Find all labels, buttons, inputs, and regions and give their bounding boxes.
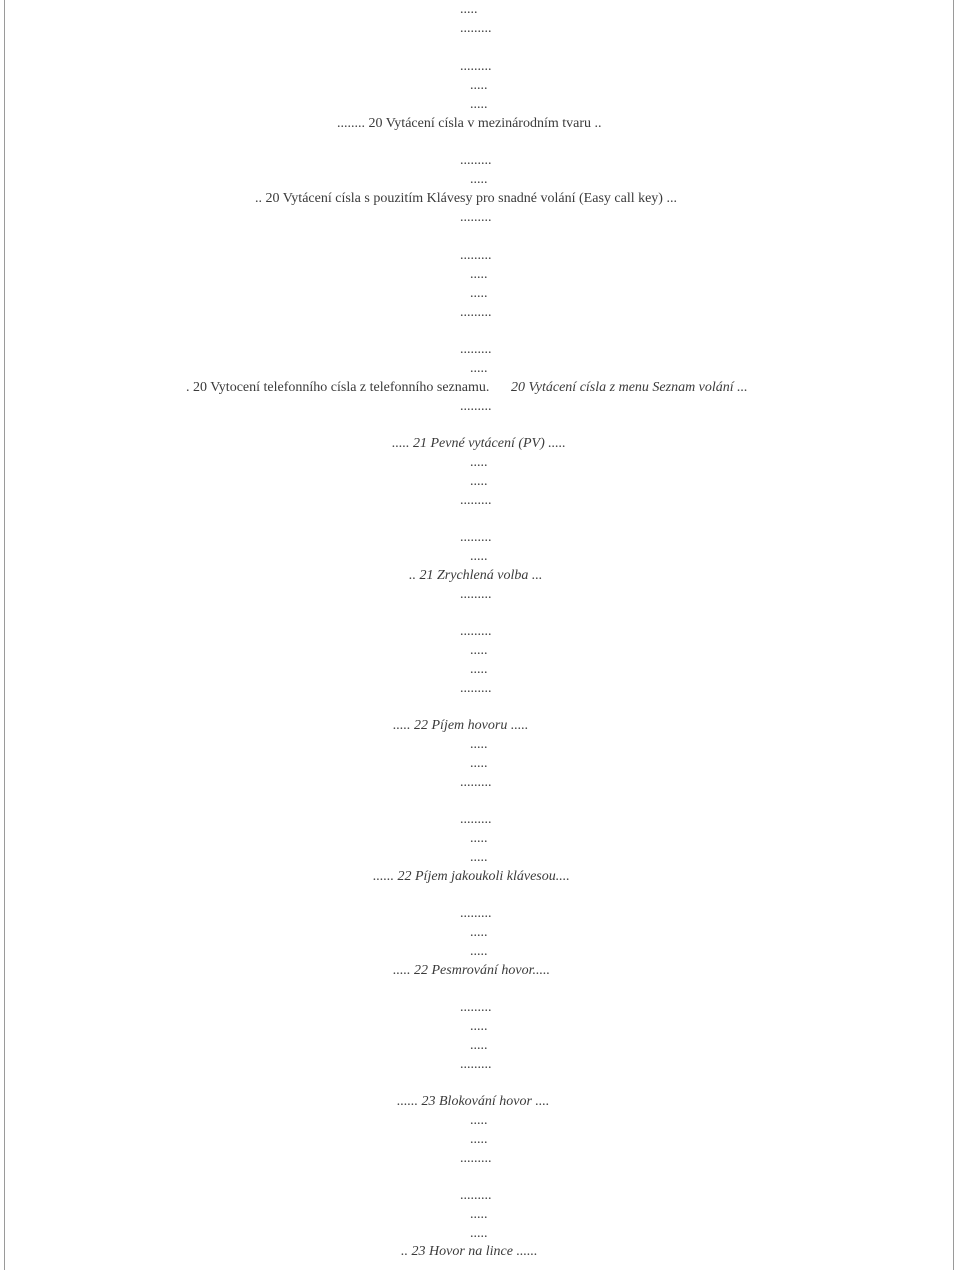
dot-leader: ......... <box>460 342 492 357</box>
toc-entry: ..... 22 Píjem hovoru ..... <box>393 718 529 733</box>
dot-leader: ..... <box>470 1207 488 1222</box>
dot-leader: ......... <box>460 153 492 168</box>
dot-leader: ..... <box>470 549 488 564</box>
toc-entry: .. 23 Hovor na lince ...... <box>401 1244 538 1259</box>
dot-leader: ..... <box>470 737 488 752</box>
dot-leader: ..... <box>470 1019 488 1034</box>
dot-leader: ..... <box>470 1038 488 1053</box>
dot-leader: ..... <box>470 172 488 187</box>
dot-leader: ..... <box>470 455 488 470</box>
toc-entry: ..... 22 Pesmrování hovor..... <box>393 963 550 978</box>
dot-leader: ......... <box>460 59 492 74</box>
toc-entry: .. 21 Zrychlená volba ... <box>409 568 543 583</box>
dot-leader: ......... <box>460 399 492 414</box>
dot-leader: ..... <box>470 1132 488 1147</box>
dot-leader: ..... <box>470 925 488 940</box>
dot-leader: ..... <box>470 286 488 301</box>
dot-leader: ......... <box>460 1000 492 1015</box>
dot-leader: ......... <box>460 1151 492 1166</box>
dot-leader: ......... <box>460 530 492 545</box>
dot-leader: ..... <box>470 1113 488 1128</box>
dot-leader: ..... <box>470 267 488 282</box>
dot-leader: ......... <box>460 812 492 827</box>
dot-leader: ......... <box>460 305 492 320</box>
dot-leader: ......... <box>460 210 492 225</box>
dot-leader: ..... <box>470 643 488 658</box>
dot-leader: ..... <box>470 662 488 677</box>
dot-leader: ..... <box>470 78 488 93</box>
dot-leader: ......... <box>460 906 492 921</box>
dot-leader: ......... <box>460 1057 492 1072</box>
dot-leader: ..... <box>470 1226 488 1241</box>
dot-leader: ......... <box>460 493 492 508</box>
toc-entry: 20 Vytácení císla z menu Seznam volání ... <box>511 380 748 395</box>
dot-leader: ......... <box>460 21 492 36</box>
dot-leader: ......... <box>460 681 492 696</box>
dot-leader: ......... <box>460 624 492 639</box>
toc-entry: ........ 20 Vytácení císla v mezinárodním tvaru .. <box>337 116 602 131</box>
dot-leader: ......... <box>460 775 492 790</box>
dot-leader: ..... <box>470 944 488 959</box>
dot-leader: ......... <box>460 587 492 602</box>
toc-entry: . 20 Vytocení telefonního císla z telefonního seznamu. <box>186 380 490 395</box>
toc-entry: .. 20 Vytácení císla s pouzitím Klávesy pro snadné volání (Easy call key) ... <box>255 191 677 206</box>
dot-leader: ......... <box>460 1188 492 1203</box>
dot-leader: ..... <box>470 361 488 376</box>
toc-entry: ..... 21 Pevné vytácení (PV) ..... <box>392 436 566 451</box>
dot-leader: ..... <box>470 756 488 771</box>
dot-leader: ..... <box>470 850 488 865</box>
toc-entry: ...... 23 Blokování hovor .... <box>397 1094 550 1109</box>
dot-leader: ..... <box>470 97 488 112</box>
dot-leader: ......... <box>460 248 492 263</box>
dot-leader: ..... <box>460 2 478 17</box>
dot-leader: ..... <box>470 831 488 846</box>
toc-entry: ...... 22 Píjem jakoukoli klávesou.... <box>373 869 570 884</box>
dot-leader: ..... <box>470 474 488 489</box>
